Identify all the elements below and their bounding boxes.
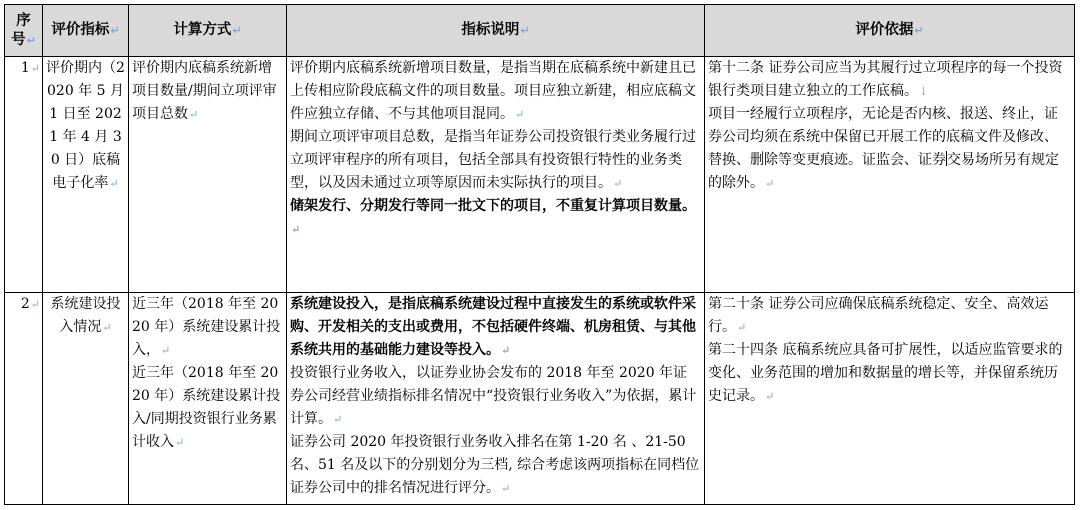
evaluation-table <box>4 4 1075 505</box>
row-2-desc-para-3: 证券公司 2020 年投资银行业务收入排名在第 1-20 名 、21-50 名、51 名及以下的分别划分为三档, 综合考虑该两项指标在同档位证券公司中的排名情况进行评分。↵ <box>290 434 700 496</box>
row-1-description <box>287 57 705 293</box>
row-1-method: 评价期内底稿系统新增项目数量/期间立项评审项目总数↵ <box>129 57 287 293</box>
row-2-basis-para-1: 第二十条 证券公司应确保底稿系统稳定、安全、高效运行。↵ <box>708 296 1049 335</box>
row-2-desc-para-2: 投资银行业务收入，以证券业协会发布的 2018 年至 2020 年证券公司经营业绩指标排名情况中“投资银行业务收入”为依据，累计计算。↵ <box>290 365 697 427</box>
row-2-desc-para-1: 系统建设投入，是指底稿系统建设过程中直接发生的系统或软件采购、开发相关的支出或费用，不包括硬件终端、机房租赁、与其他系统共用的基础能力建设等投入。↵ <box>290 296 696 358</box>
row-2-method <box>129 293 287 505</box>
row-1-basis <box>705 57 1075 293</box>
row-1-indicator: 评价期内（2020 年 5 月 1 日至 2021 年 4 月 30 日）底稿电子化率↵ <box>43 57 129 293</box>
header-indicator: 评价指标↵ <box>43 5 129 57</box>
row-2-indicator: 系统建设投入情况↵ <box>43 293 129 505</box>
row-2-basis <box>705 293 1075 505</box>
header-description: 指标说明↵ <box>287 5 705 57</box>
row-1-seq: 1↵ <box>5 57 43 293</box>
row-2-method-para-1: 近三年（2018 年至 2020 年）系统建设累计投入，↵ <box>132 296 281 358</box>
header-basis: 评价依据↵ <box>705 5 1075 57</box>
row-1-desc-para-1: 评价期内底稿系统新增项目数量，是指当期在底稿系统中新建且已上传相应阶段底稿文件的项目数量。项目应独立新建，相应底稿文件应独立存储、不与其他项目混同。↵ <box>290 60 696 122</box>
row-1-desc-para-3: 储架发行、分期发行等同一批文下的项目，不重复计算项目数量。↵ <box>290 198 696 236</box>
row-2-method-para-2: 近三年（2018 年至 2020 年）系统建设累计投入/同期投资银行业务累计收入↵ <box>132 365 281 450</box>
header-method: 计算方式↵ <box>129 5 287 57</box>
table-header-row <box>5 5 1075 57</box>
row-2-basis-para-2: 第二十四条 底稿系统应具备可扩展性，以适应监管要求的变化、业务范围的增加和数据量的增长等，并保留系统历史记录。↵ <box>708 342 1063 404</box>
table-row <box>5 57 1075 293</box>
row-2-description <box>287 293 705 505</box>
header-seq: 序 号↵ <box>5 5 43 57</box>
row-2-seq: 2↵ <box>5 293 43 505</box>
table-row <box>5 293 1075 505</box>
row-1-basis-para-2: 项目一经履行立项程序，无论是否内核、报送、终止，证券公司均须在系统中保留已开展工作的底稿文件及修改、替换、删除等变更痕迹。证监会、证券交易场所另有规定的除外。↵ <box>708 106 1059 191</box>
row-1-desc-para-2: 期间立项评审项目总数，是指当年证券公司投资银行类业务履行过立项评审程序的所有项目，包括全部具有投资银行特性的业务类型，以及因未通过立项等原因而未实际执行的项目。↵ <box>290 129 696 191</box>
row-1-basis-para-1: 第十二条 证券公司应当为其履行过立项程序的每一个投资银行类项目建立独立的工作底稿。↓ <box>708 60 1063 99</box>
